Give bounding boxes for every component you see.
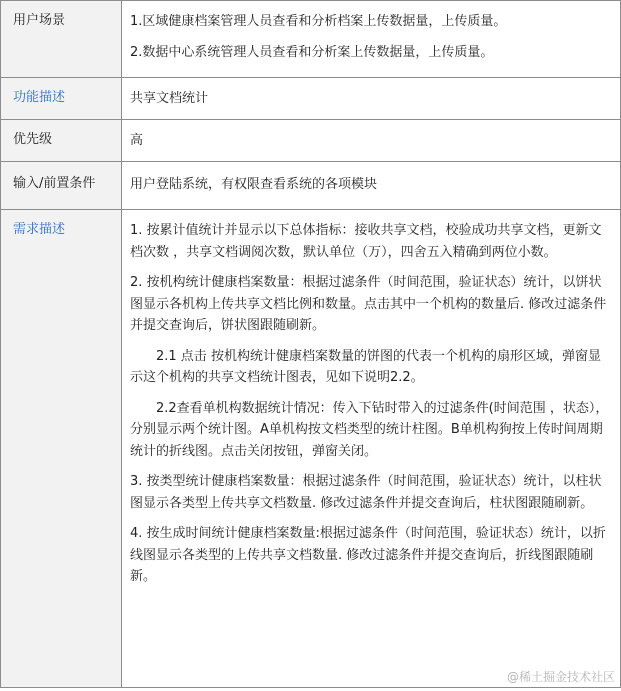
row-label: 用户场景 — [13, 13, 66, 28]
value-cell — [122, 78, 621, 120]
requirement-paragraph: 1. 按累计值统计并显示以下总体指标：接收共享文档，校验成功共享文档，更新文档次数 ，共享文档调阅次数，默认单位（万），四舍五入精确到两位小数。 — [130, 223, 602, 260]
value-cell — [122, 120, 621, 162]
row-label: 需求描述 — [13, 222, 66, 237]
requirement-paragraph: 2. 按机构统计健康档案数量：根据过滤条件（时间范围，验证状态）统计，以饼状图显示各机构上传共享文档比例和数量。点击其中一个机构的数量后. 修改过滤条件并提交查询后，饼状图跟随刷新。 — [130, 275, 607, 333]
row-label: 输入/前置条件 — [13, 176, 96, 191]
label-cell — [1, 78, 122, 120]
label-cell — [1, 162, 122, 210]
scenario-line: 1.区域健康档案管理人员查看和分析档案上传数据量，上传质量。 — [130, 14, 507, 29]
row-value: 高 — [130, 133, 144, 148]
row-value: 用户登陆系统，有权限查看系统的各项模块 — [130, 177, 378, 192]
row-preconditions — [1, 162, 621, 210]
requirement-paragraph: 4. 按生成时间统计健康档案数量:根据过滤条件（时间范围，验证状态）统计，以折线图显示各类型的上传共享文档数量. 修改过滤条件并提交查询后，折线图跟随刷新。 — [130, 526, 606, 584]
value-cell — [122, 1, 621, 78]
watermark: @稀土掘金技术社区 — [506, 670, 615, 684]
requirement-subparagraph: 2.1 点击 按机构统计健康档案数量的饼图的代表一个机构的扇形区域，弹窗显示这个机构的共享文档统计图表，见如下说明2.2。 — [130, 348, 601, 385]
row-value: 共享文档统计 — [130, 91, 209, 106]
row-function-description — [1, 78, 621, 120]
row-label: 功能描述 — [13, 90, 66, 105]
row-requirement-description — [1, 210, 621, 688]
requirement-subparagraph: 2.2查看单机构数据统计情况：传入下钻时带入的过滤条件(时间范围 ，状态），分别显示两个统计图。A单机构按文档类型的统计柱图。B单机构狗按上传时间周期统计的折线图。点击关闭按钮，弹窗关闭。 — [130, 400, 609, 459]
value-cell — [122, 210, 621, 688]
scenario-line: 2.数据中心系统管理人员查看和分析案上传数据量，上传质量。 — [130, 45, 494, 60]
value-cell — [122, 162, 621, 210]
requirement-paragraph: 3. 按类型统计健康档案数量：根据过滤条件（时间范围，验证状态）统计，以柱状图显示各类型上传共享文档数量. 修改过滤条件并提交查询后，柱状图跟随刷新。 — [130, 474, 602, 511]
row-user-scenario — [1, 1, 621, 78]
row-label: 优先级 — [13, 132, 53, 147]
label-cell — [1, 120, 122, 162]
row-priority — [1, 120, 621, 162]
label-cell — [1, 210, 122, 688]
label-cell — [1, 1, 122, 78]
